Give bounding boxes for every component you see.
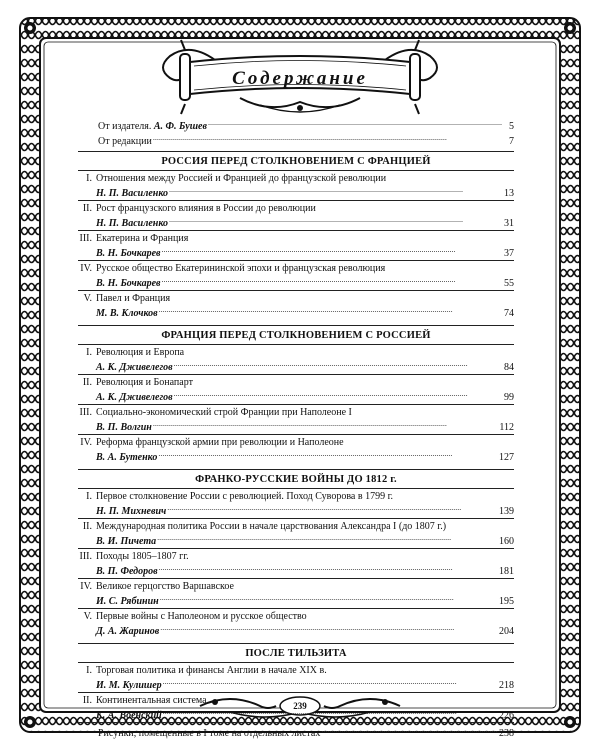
intro-author: А. Ф. Бушев — [153, 121, 207, 132]
chapter-title: Павел и Франция — [96, 293, 171, 304]
dot-leader — [163, 677, 498, 688]
toc-entry — [78, 230, 514, 260]
chapter-title: Торговая политика и финансы Англии в начале XIX в. — [96, 665, 327, 676]
chapter-numeral: V. — [83, 611, 92, 622]
chapter-title: Первое столкновение России с революцией. Поход Суворова в 1799 г. — [96, 491, 394, 502]
chapter-author: В. Н. Бочкарев — [96, 248, 161, 259]
page-ref: 84 — [504, 362, 514, 373]
page-ref: 5 — [509, 121, 514, 132]
dot-leader — [157, 533, 498, 544]
page-ref: 31 — [504, 218, 514, 229]
toc-entry — [78, 578, 514, 608]
dot-leader — [158, 449, 498, 460]
toc-entry — [78, 260, 514, 290]
page-ref: 112 — [499, 422, 514, 433]
chapter-numeral: I. — [86, 347, 92, 358]
chapter-title: Революция и Бонапарт — [96, 377, 193, 388]
chapter-title: Социально-экономический строй Франции при Наполеоне I — [96, 407, 352, 418]
chapter-numeral: III. — [79, 233, 92, 244]
dot-leader — [162, 245, 503, 256]
page-ref: 238 — [499, 728, 514, 739]
chapter-author: Д. А. Жаринов — [96, 626, 160, 637]
toc-entry — [78, 374, 514, 404]
chapter-title: Великое герцогство Варшавское — [96, 581, 234, 592]
chapter-numeral: II. — [82, 695, 92, 706]
chapter-title: Русское общество Екатерининской эпохи и французская революция — [96, 263, 386, 274]
chapter-numeral: II. — [82, 377, 92, 388]
chapter-title: Отношения между Россией и Францией до французской революции — [96, 173, 387, 184]
chapter-title: Рост французского влияния в России до революции — [96, 203, 316, 214]
chapter-author: В. И. Пичета — [96, 536, 157, 547]
page-ref: 139 — [499, 506, 514, 517]
section-heading: ФРАНКО-РУССКИЕ ВОЙНЫ ДО 1812 г. — [78, 469, 514, 488]
chapter-author: А. К. Дживелегов — [96, 392, 173, 403]
toc-illustrations — [78, 722, 514, 740]
chapter-numeral: IV. — [80, 263, 92, 274]
page-ref: 13 — [504, 188, 514, 199]
toc-entry — [78, 344, 514, 374]
dot-leader — [174, 359, 503, 370]
page-ref: 7 — [509, 136, 514, 147]
toc-entry — [78, 518, 514, 548]
dot-leader — [162, 275, 503, 286]
chapter-author: В. А. Бутенко — [96, 452, 158, 463]
chapter-title: Международная политика России в начале царствования Александра I (до 1807 г.) — [96, 521, 447, 532]
chapter-author: В. Н. Бочкарев — [96, 278, 161, 289]
dot-leader — [159, 563, 498, 574]
section-heading: ПОСЛЕ ТИЛЬЗИТА — [78, 643, 514, 662]
chapter-numeral: II. — [82, 521, 92, 532]
chapter-numeral: V. — [83, 293, 92, 304]
toc-intro-editorial — [78, 133, 514, 148]
chapter-title: Континентальная система — [96, 695, 207, 706]
section-heading: РОССИЯ ПЕРЕД СТОЛКНОВЕНИЕМ С ФРАНЦИЕЙ — [78, 151, 514, 170]
chapter-author: В. П. Федоров — [96, 566, 158, 577]
dot-leader — [159, 305, 503, 316]
toc-entry — [78, 662, 514, 692]
chapter-author: И. М. Кулишер — [96, 680, 162, 691]
page-ref: 99 — [504, 392, 514, 403]
page-ref: 181 — [499, 566, 514, 577]
chapter-author: Н. П. Василенко — [96, 218, 169, 229]
toc-entry — [78, 434, 514, 464]
dot-leader — [153, 133, 508, 144]
chapter-author: Н. П. Михневич — [96, 506, 167, 517]
page-ref: 55 — [504, 278, 514, 289]
page-ref: 204 — [499, 626, 514, 637]
chapter-author: А. К. Дживелегов — [96, 362, 173, 373]
chapter-author: К. А. Военский — [96, 710, 162, 721]
chapter-author: В. П. Волгин — [96, 422, 152, 433]
page-ref: 74 — [504, 308, 514, 319]
dot-leader — [163, 707, 498, 718]
chapter-title: Походы 1805–1807 гг. — [96, 551, 189, 562]
chapter-numeral: I. — [86, 173, 92, 184]
dot-leader — [160, 593, 498, 604]
illustrations-label: Рисунки, помещенные в I томе на отдельных листах — [98, 728, 321, 739]
page-ref: 195 — [499, 596, 514, 607]
chapter-numeral: IV. — [80, 581, 92, 592]
dot-leader — [160, 623, 498, 634]
page-number: 239 — [293, 701, 307, 711]
page-ref: 127 — [499, 452, 514, 463]
chapter-title: Первые войны с Наполеоном и русское общество — [96, 611, 307, 622]
dot-leader — [167, 503, 498, 514]
chapter-numeral: IV. — [80, 437, 92, 448]
table-of-contents — [78, 118, 514, 740]
chapter-author: М. В. Клочков — [96, 308, 158, 319]
page-ref: 37 — [504, 248, 514, 259]
toc-entry — [78, 404, 514, 434]
chapter-numeral: I. — [86, 665, 92, 676]
toc-sections — [78, 151, 514, 722]
dot-leader — [169, 185, 503, 196]
chapter-numeral: III. — [79, 407, 92, 418]
toc-entry — [78, 290, 514, 320]
dot-leader — [321, 725, 498, 736]
chapter-numeral: I. — [86, 491, 92, 502]
chapter-title: Реформа французской армии при революции и Наполеоне — [96, 437, 344, 448]
dot-leader — [153, 419, 499, 430]
toc-intro-publisher — [78, 118, 514, 133]
chapter-title: Революция и Европа — [96, 347, 185, 358]
toc-entry — [78, 170, 514, 200]
toc-entry — [78, 200, 514, 230]
toc-entry — [78, 548, 514, 578]
page-ref: 160 — [499, 536, 514, 547]
page-title: Содержание — [232, 68, 368, 89]
chapter-title: Екатерина и Франция — [96, 233, 189, 244]
chapter-author: Н. П. Василенко — [96, 188, 169, 199]
page-ref: 226 — [499, 710, 514, 721]
dot-leader — [174, 389, 503, 400]
dot-leader — [169, 215, 503, 226]
chapter-author: И. С. Рябинин — [96, 596, 159, 607]
intro-prefix: От редакции — [98, 136, 152, 147]
section-heading: ФРАНЦИЯ ПЕРЕД СТОЛКНОВЕНИЕМ С РОССИЕЙ — [78, 325, 514, 344]
chapter-numeral: II. — [82, 203, 92, 214]
page-ref: 218 — [499, 680, 514, 691]
intro-prefix: От издателя. — [98, 121, 152, 132]
chapter-numeral: III. — [79, 551, 92, 562]
toc-entry — [78, 608, 514, 638]
dot-leader — [208, 118, 508, 129]
toc-entry — [78, 488, 514, 518]
